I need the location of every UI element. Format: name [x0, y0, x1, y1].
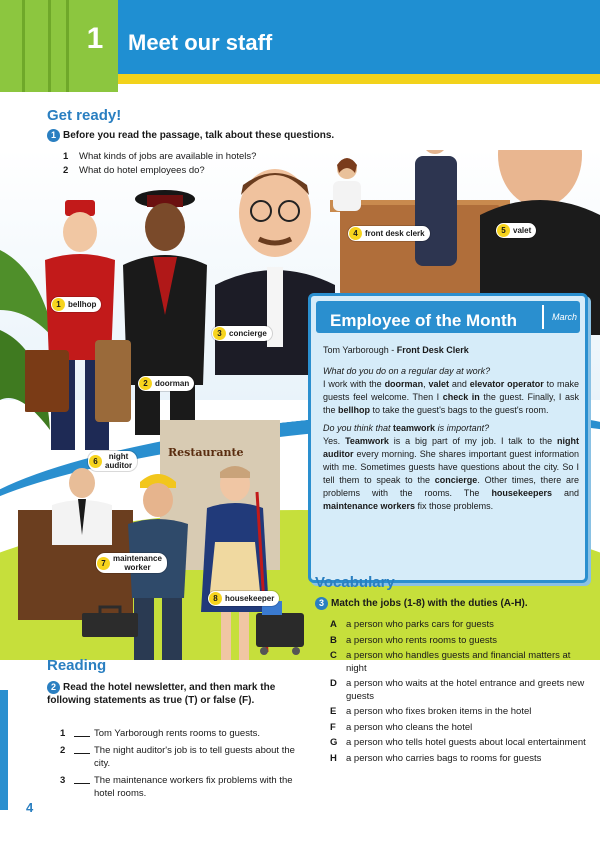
label-maintenance-worker — [96, 553, 167, 573]
newsletter-question-2: Do you think that teamwork is important? — [323, 423, 490, 433]
task-number: 2 — [47, 681, 60, 694]
label-text-line1: maintenance — [113, 554, 162, 563]
instruction-text: Match the jobs (1-8) with the duties (A-H). — [331, 598, 528, 609]
label-text-line2: auditor — [105, 461, 133, 470]
newsletter-body — [323, 344, 579, 513]
list-item: F a person who cleans the hotel — [330, 721, 473, 733]
reading-heading: Reading — [47, 657, 107, 674]
label-number: 5 — [497, 224, 510, 237]
list-item: 2 The night auditor's job is to tell guests about the city. — [60, 745, 295, 769]
label-number: 7 — [97, 557, 110, 570]
left-edge-bar — [0, 690, 8, 810]
question-text: What kinds of jobs are available in hotels? — [79, 151, 257, 162]
list-item — [63, 150, 313, 164]
newsletter-header — [316, 301, 580, 333]
newsletter-divider — [542, 305, 544, 329]
label-number: 8 — [209, 592, 222, 605]
answer-blank[interactable] — [74, 744, 90, 754]
vocabulary-heading: Vocabulary — [315, 574, 395, 591]
label-concierge — [212, 326, 272, 341]
instruction-text: Read the hotel newsletter, and then mark the following statements as true (T) or false (F). — [47, 682, 276, 706]
label-number: 2 — [139, 377, 152, 390]
newsletter-title: Employee of the Month — [330, 311, 517, 330]
list-item: C a person who handles guests and financial matters at night — [330, 650, 571, 674]
byline-name: Tom Yarborough — [323, 345, 389, 355]
label-text-line1: night — [108, 452, 129, 461]
list-item: H a person who carries bags to rooms for guests — [330, 752, 542, 764]
newsletter-question-1: What do you do on a regular day at work? — [323, 366, 491, 376]
answer-blank[interactable] — [74, 774, 90, 784]
label-text: valet — [513, 226, 532, 235]
newsletter-panel — [308, 293, 588, 583]
label-number: 3 — [213, 327, 226, 340]
vocabulary-list — [330, 619, 590, 768]
bellhop-figure — [25, 200, 135, 460]
task-number: 3 — [315, 597, 328, 610]
header-stripe — [66, 0, 69, 92]
newsletter-month: March — [552, 312, 578, 322]
label-front-desk-clerk — [348, 226, 430, 241]
newsletter-answer-1: I work with the doorman, valet and elevator operator to make guests feel welcome. Then I check in the guest. Finally, I ask the bellhop to take the guest's bags to the guest's room. — [323, 379, 579, 415]
get-ready-heading: Get ready! — [47, 107, 122, 124]
reading-statements — [60, 727, 300, 804]
header-stripe — [22, 0, 25, 92]
newsletter-byline: Tom Yarborough - Front Desk Clerk — [323, 345, 469, 355]
question-number: 2 — [63, 165, 69, 176]
header-yellow-band — [118, 74, 600, 84]
unit-number: 1 — [86, 22, 104, 55]
get-ready-questions — [63, 150, 313, 178]
list-item: E a person who fixes broken items in the hotel — [330, 706, 532, 717]
restaurant-sign: Restaurante — [168, 446, 244, 459]
label-number: 4 — [349, 227, 362, 240]
label-text: doorman — [155, 379, 190, 388]
label-number: 1 — [52, 298, 65, 311]
list-item: 3 The maintenance workers fix problems with the hotel rooms. — [60, 775, 293, 799]
label-text-line2: worker — [124, 563, 151, 572]
byline-role: Front Desk Clerk — [396, 345, 469, 355]
instruction-text: Before you read the passage, talk about these questions. — [63, 130, 335, 141]
label-text: housekeeper — [225, 594, 275, 603]
label-night-auditor — [88, 451, 137, 471]
label-number: 6 — [89, 455, 102, 468]
label-doorman — [138, 376, 194, 391]
list-item: G a person who tells hotel guests about local entertainment — [330, 737, 586, 748]
night-auditor-figure — [42, 465, 122, 545]
toolbox-icon — [80, 605, 140, 640]
answer-blank[interactable] — [74, 727, 90, 737]
newsletter-answer-2: Yes. Teamwork is a big part of my job. I talk to the night auditor every morning. She shares important guest information with me. Sometimes guests have questions about the city. So I tell them to speak to the concierge. Other times, there are problems with the rooms. The housekeepers and maintenance workers fix those problems. — [323, 436, 579, 511]
get-ready-instruction — [47, 129, 377, 142]
question-number: 1 — [63, 151, 69, 162]
list-item: B a person who rents rooms to guests — [330, 634, 498, 646]
list-item: D a person who waits at the hotel entrance and greets new guests — [330, 678, 585, 702]
question-text: What do hotel employees do? — [79, 165, 205, 176]
header-stripe — [48, 0, 51, 92]
list-item: 1 Tom Yarborough rents rooms to guests. — [60, 728, 260, 739]
label-text: bellhop — [68, 300, 97, 309]
reading-instruction — [47, 681, 297, 707]
label-text: concierge — [229, 329, 267, 338]
label-valet — [496, 223, 536, 238]
label-text: front desk clerk — [365, 229, 425, 238]
list-item — [63, 164, 313, 178]
list-item: A a person who parks cars for guests — [330, 619, 494, 630]
label-bellhop — [51, 297, 101, 312]
unit-title: Meet our staff — [128, 30, 273, 55]
page-number: 4 — [26, 800, 34, 815]
vocabulary-instruction — [315, 597, 595, 610]
task-number: 1 — [47, 129, 60, 142]
label-housekeeper — [208, 591, 279, 606]
